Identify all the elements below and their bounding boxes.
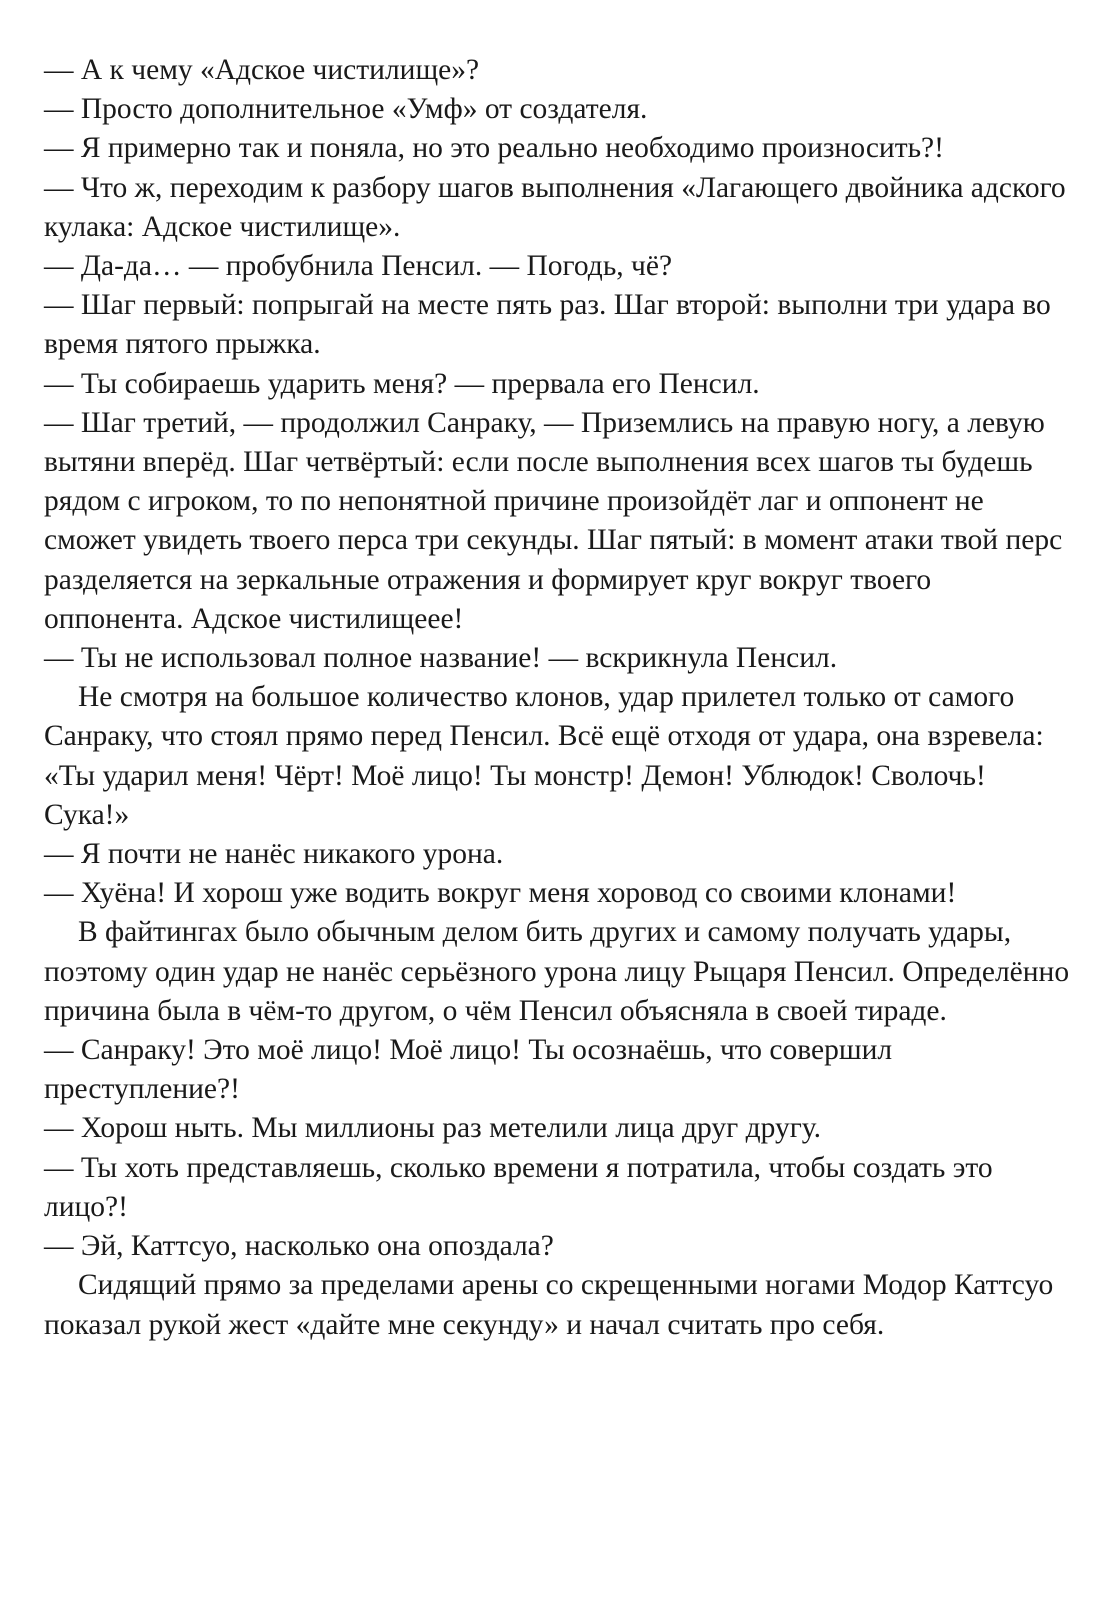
document-page <box>44 51 1075 1345</box>
paragraph: В файтингах было обычным делом бить других и самому получать удары, поэтому один удар не нанёс серьёзного урона лицу Рыцаря Пенсил. Определённо причина была в чём-то другом, о чём Пенсил объясняла в своей тираде. <box>44 916 1070 1027</box>
paragraph: — Да-да… — пробубнила Пенсил. — Погодь, чё? <box>44 250 673 283</box>
paragraph: — Я почти не нанёс никакого урона. <box>44 838 504 871</box>
paragraph: — Хорош ныть. Мы миллионы раз метелили лица друг другу. <box>44 1112 821 1145</box>
paragraph: — Просто дополнительное «Умф» от создателя. <box>44 93 648 126</box>
paragraph: — Ты собираешь ударить меня? — прервала его Пенсил. <box>44 367 760 400</box>
paragraph: — Санраку! Это моё лицо! Моё лицо! Ты осознаёшь, что совершил преступление?! <box>44 1034 893 1106</box>
paragraph: — Ты хоть представляешь, сколько времени я потратила, чтобы создать это лицо?! <box>44 1151 993 1223</box>
paragraph: Не смотря на большое количество клонов, удар прилетел только от самого Санраку, что стоял прямо перед Пенсил. Всё ещё отходя от удара, она взревела: «Ты ударил меня! Чёрт! Моё лицо! Ты монстр! Демон! Ублюдок! Сволочь! Сука!» <box>44 681 1044 831</box>
paragraph: Сидящий прямо за пределами арены со скрещенными ногами Модор Каттсуо показал рукой жест «дайте мне секунду» и начал считать про себя. <box>44 1269 1054 1341</box>
paragraph: — Шаг третий, — продолжил Санраку, — Приземлись на правую ногу, а левую вытяни вперёд. Шаг четвёртый: если после выполнения всех шагов ты будешь рядом с игроком, то по непонятной причине произойдёт лаг и оппонент не сможет увидеть твоего перса три секунды. Шаг пятый: в момент атаки твой перс разделяется на зеркальные отражения и формирует круг вокруг твоего оппонента. Адское чистилищеее! <box>44 406 1063 635</box>
paragraph: — Я примерно так и поняла, но это реально необходимо произносить?! <box>44 132 944 165</box>
paragraph: — Шаг первый: попрыгай на месте пять раз. Шаг второй: выполни три удара во время пятого прыжка. <box>44 289 1051 361</box>
paragraph: — Ты не использовал полное название! — вскрикнула Пенсил. <box>44 642 838 675</box>
paragraph: — Эй, Каттсуо, насколько она опоздала? <box>44 1230 554 1263</box>
paragraph: — Что ж, переходим к разбору шагов выполнения «Лагающего двойника адского кулака: Адское чистилище». <box>44 171 1066 243</box>
paragraph: — А к чему «Адское чистилище»? <box>44 54 480 86</box>
paragraph: — Хуёна! И хорош уже водить вокруг меня хоровод со своими клонами! <box>44 877 957 910</box>
